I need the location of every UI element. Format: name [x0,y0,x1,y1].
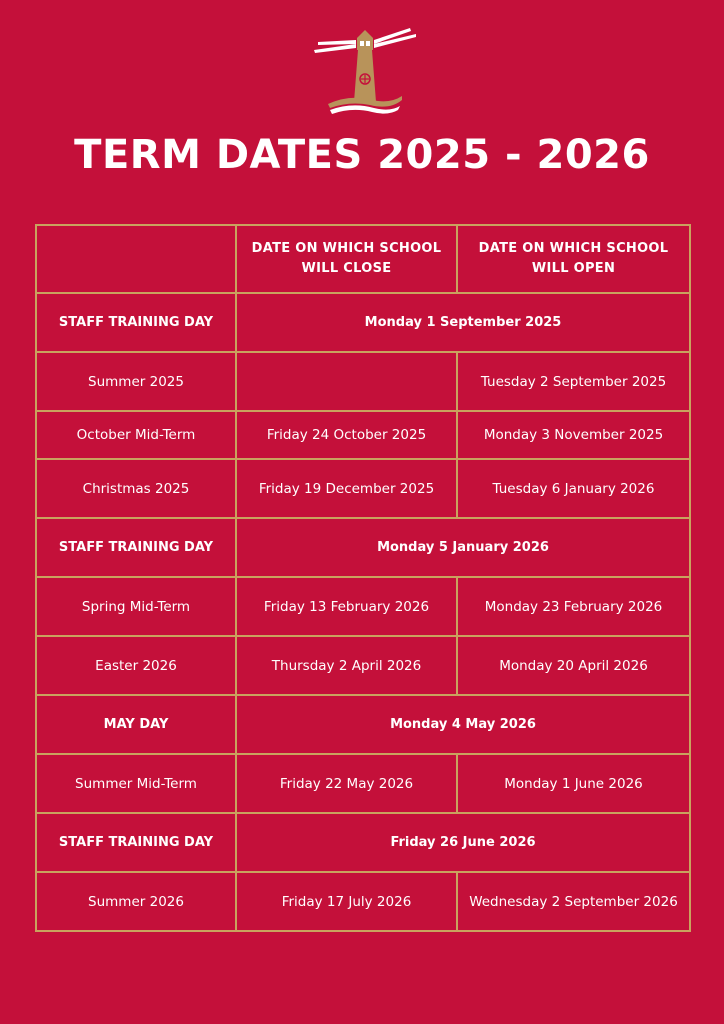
close-date: Friday 19 December 2025 [236,459,457,518]
row-label: Summer Mid-Term [36,754,236,813]
close-date [236,352,457,411]
close-date: Friday 24 October 2025 [236,411,457,459]
table-row [36,459,690,518]
row-label: MAY DAY [36,695,236,754]
open-date: Monday 3 November 2025 [457,411,690,459]
table-row [36,813,690,872]
row-label: Spring Mid-Term [36,577,236,636]
table-row [36,754,690,813]
wave-white [330,105,400,114]
table-row [36,695,690,754]
close-date: Thursday 2 April 2026 [236,636,457,695]
merged-date: Monday 5 January 2026 [236,518,690,577]
row-label: STAFF TRAINING DAY [36,518,236,577]
table-row [36,577,690,636]
term-dates-table [35,224,691,932]
merged-date: Monday 1 September 2025 [236,293,690,352]
lighthouse-logo-icon [310,24,420,119]
table-row [36,636,690,695]
row-label: Christmas 2025 [36,459,236,518]
row-label: October Mid-Term [36,411,236,459]
row-label: STAFF TRAINING DAY [36,293,236,352]
header-open-date: DATE ON WHICH SCHOOL WILL OPEN [457,225,690,293]
merged-date: Friday 26 June 2026 [236,813,690,872]
table-row [36,352,690,411]
table-row [36,518,690,577]
open-date: Monday 23 February 2026 [457,577,690,636]
open-date: Wednesday 2 September 2026 [457,872,690,931]
lighthouse-lantern [357,38,373,50]
header-empty-cell [36,225,236,293]
table-header-row [36,225,690,293]
open-date: Monday 1 June 2026 [457,754,690,813]
close-date: Friday 22 May 2026 [236,754,457,813]
row-label: Summer 2025 [36,352,236,411]
light-beam-left-upper [318,40,356,45]
open-date: Tuesday 2 September 2025 [457,352,690,411]
open-date: Monday 20 April 2026 [457,636,690,695]
header-close-date: DATE ON WHICH SCHOOL WILL CLOSE [236,225,457,293]
lighthouse-roof [357,30,373,38]
page-title: TERM DATES 2025 - 2026 [74,132,650,178]
close-date: Friday 17 July 2026 [236,872,457,931]
merged-date: Monday 4 May 2026 [236,695,690,754]
open-date: Tuesday 6 January 2026 [457,459,690,518]
close-date: Friday 13 February 2026 [236,577,457,636]
row-label: Easter 2026 [36,636,236,695]
table-row [36,411,690,459]
light-beam-left [314,44,356,53]
row-label: STAFF TRAINING DAY [36,813,236,872]
row-label: Summer 2026 [36,872,236,931]
table-row [36,293,690,352]
table-row [36,872,690,931]
